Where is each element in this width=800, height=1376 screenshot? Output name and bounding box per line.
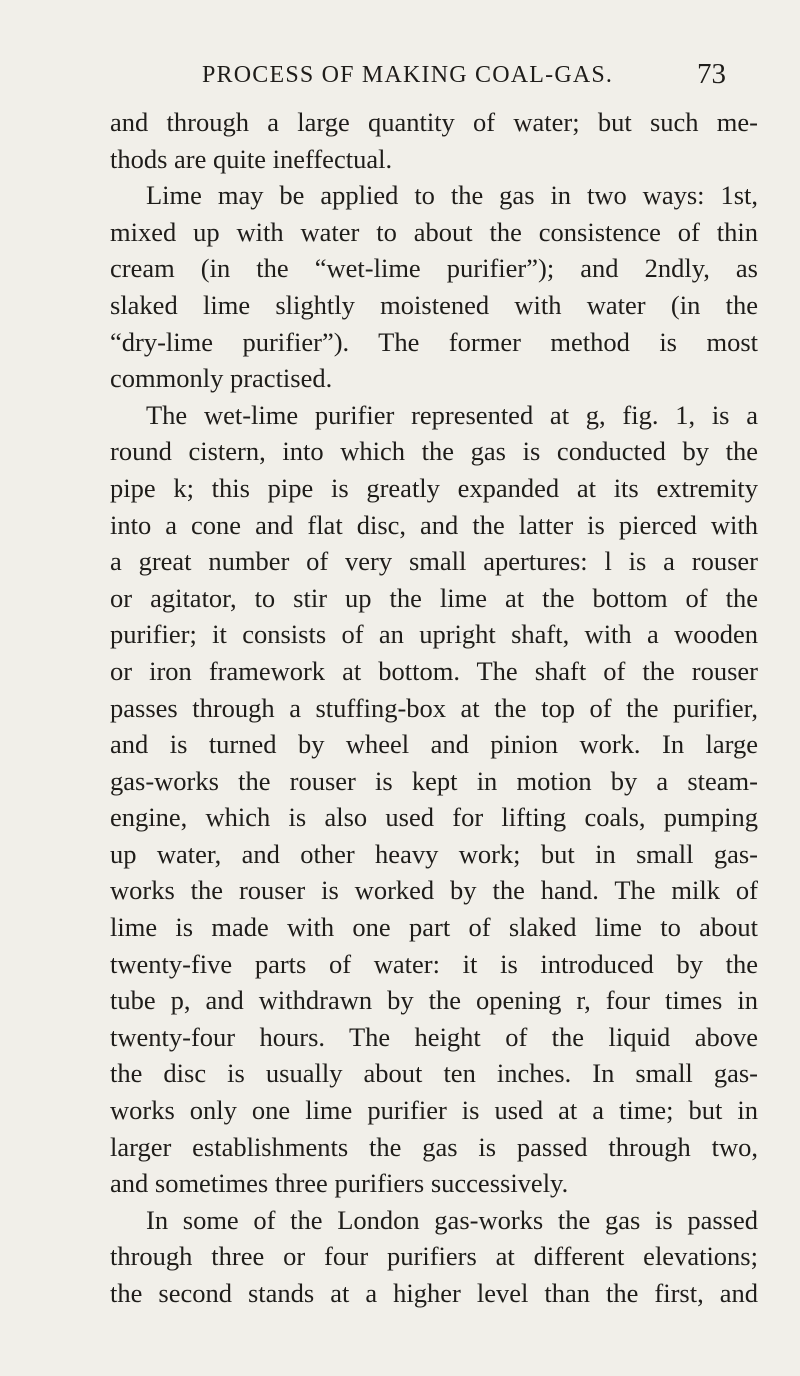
text-line: up water, and other heavy work; but in small gas- bbox=[110, 838, 758, 869]
text-line: round cistern, into which the gas is conducted by the bbox=[110, 436, 758, 467]
text-line: engine, which is also used for lifting coals, pumping bbox=[110, 802, 758, 833]
text-line: the disc is usually about ten inches. In small gas- bbox=[110, 1058, 758, 1089]
text-line: a great number of very small apertures: l is a rouser bbox=[110, 546, 758, 577]
text-line: twenty-four hours. The height of the liquid above bbox=[110, 1021, 758, 1052]
page-number: 73 bbox=[697, 58, 726, 90]
text-line: or agitator, to stir up the lime at the bottom of the bbox=[110, 582, 758, 613]
text-line: thods are quite ineffectual. bbox=[110, 143, 393, 174]
running-head: PROCESS OF MAKING COAL-GAS. bbox=[202, 62, 614, 88]
text-line: passes through a stuffing-box at the top of the purifier, bbox=[110, 692, 758, 723]
text-line: cream (in the “wet-lime purifier”); and 2ndly, as bbox=[110, 253, 758, 284]
text-line: purifier; it consists of an upright shaft, with a wooden bbox=[110, 619, 758, 650]
text-line: Lime may be applied to the gas in two ways: 1st, bbox=[146, 180, 758, 211]
text-line: tube p, and withdrawn by the opening r, four times in bbox=[110, 985, 758, 1016]
text-line: twenty-five parts of water: it is introduced by the bbox=[110, 948, 758, 979]
text-line: the second stands at a higher level than the first, and bbox=[110, 1278, 758, 1308]
text-line: larger establishments the gas is passed through two, bbox=[110, 1131, 758, 1162]
text-line: “dry-lime purifier”). The former method is most bbox=[110, 326, 758, 357]
text-line: commonly practised. bbox=[110, 363, 333, 394]
body-text bbox=[110, 104, 758, 1312]
text-line: and through a large quantity of water; but such me- bbox=[110, 107, 758, 137]
text-line: lime is made with one part of slaked lime to about bbox=[110, 912, 758, 943]
text-line: and is turned by wheel and pinion work. In large bbox=[110, 729, 758, 760]
text-line: slaked lime slightly moistened with water (in the bbox=[110, 289, 758, 320]
text-line: into a cone and flat disc, and the latter is pierced with bbox=[110, 509, 758, 540]
text-line: pipe k; this pipe is greatly expanded at its extremity bbox=[110, 472, 758, 503]
page-header bbox=[110, 58, 750, 98]
text-line: through three or four purifiers at different elevations; bbox=[110, 1241, 758, 1272]
text-line: mixed up with water to about the consistence of thin bbox=[110, 216, 758, 247]
text-line: and sometimes three purifiers successively. bbox=[110, 1168, 569, 1199]
text-line: works the rouser is worked by the hand. The milk of bbox=[110, 875, 758, 906]
text-line: or iron framework at bottom. The shaft of the rouser bbox=[110, 655, 758, 686]
text-line: The wet-lime purifier represented at g, fig. 1, is a bbox=[146, 399, 758, 430]
text-line: works only one lime purifier is used at a time; but in bbox=[110, 1095, 758, 1126]
text-line: gas-works the rouser is kept in motion by a steam- bbox=[110, 765, 758, 796]
text-line: In some of the London gas-works the gas is passed bbox=[146, 1204, 758, 1235]
